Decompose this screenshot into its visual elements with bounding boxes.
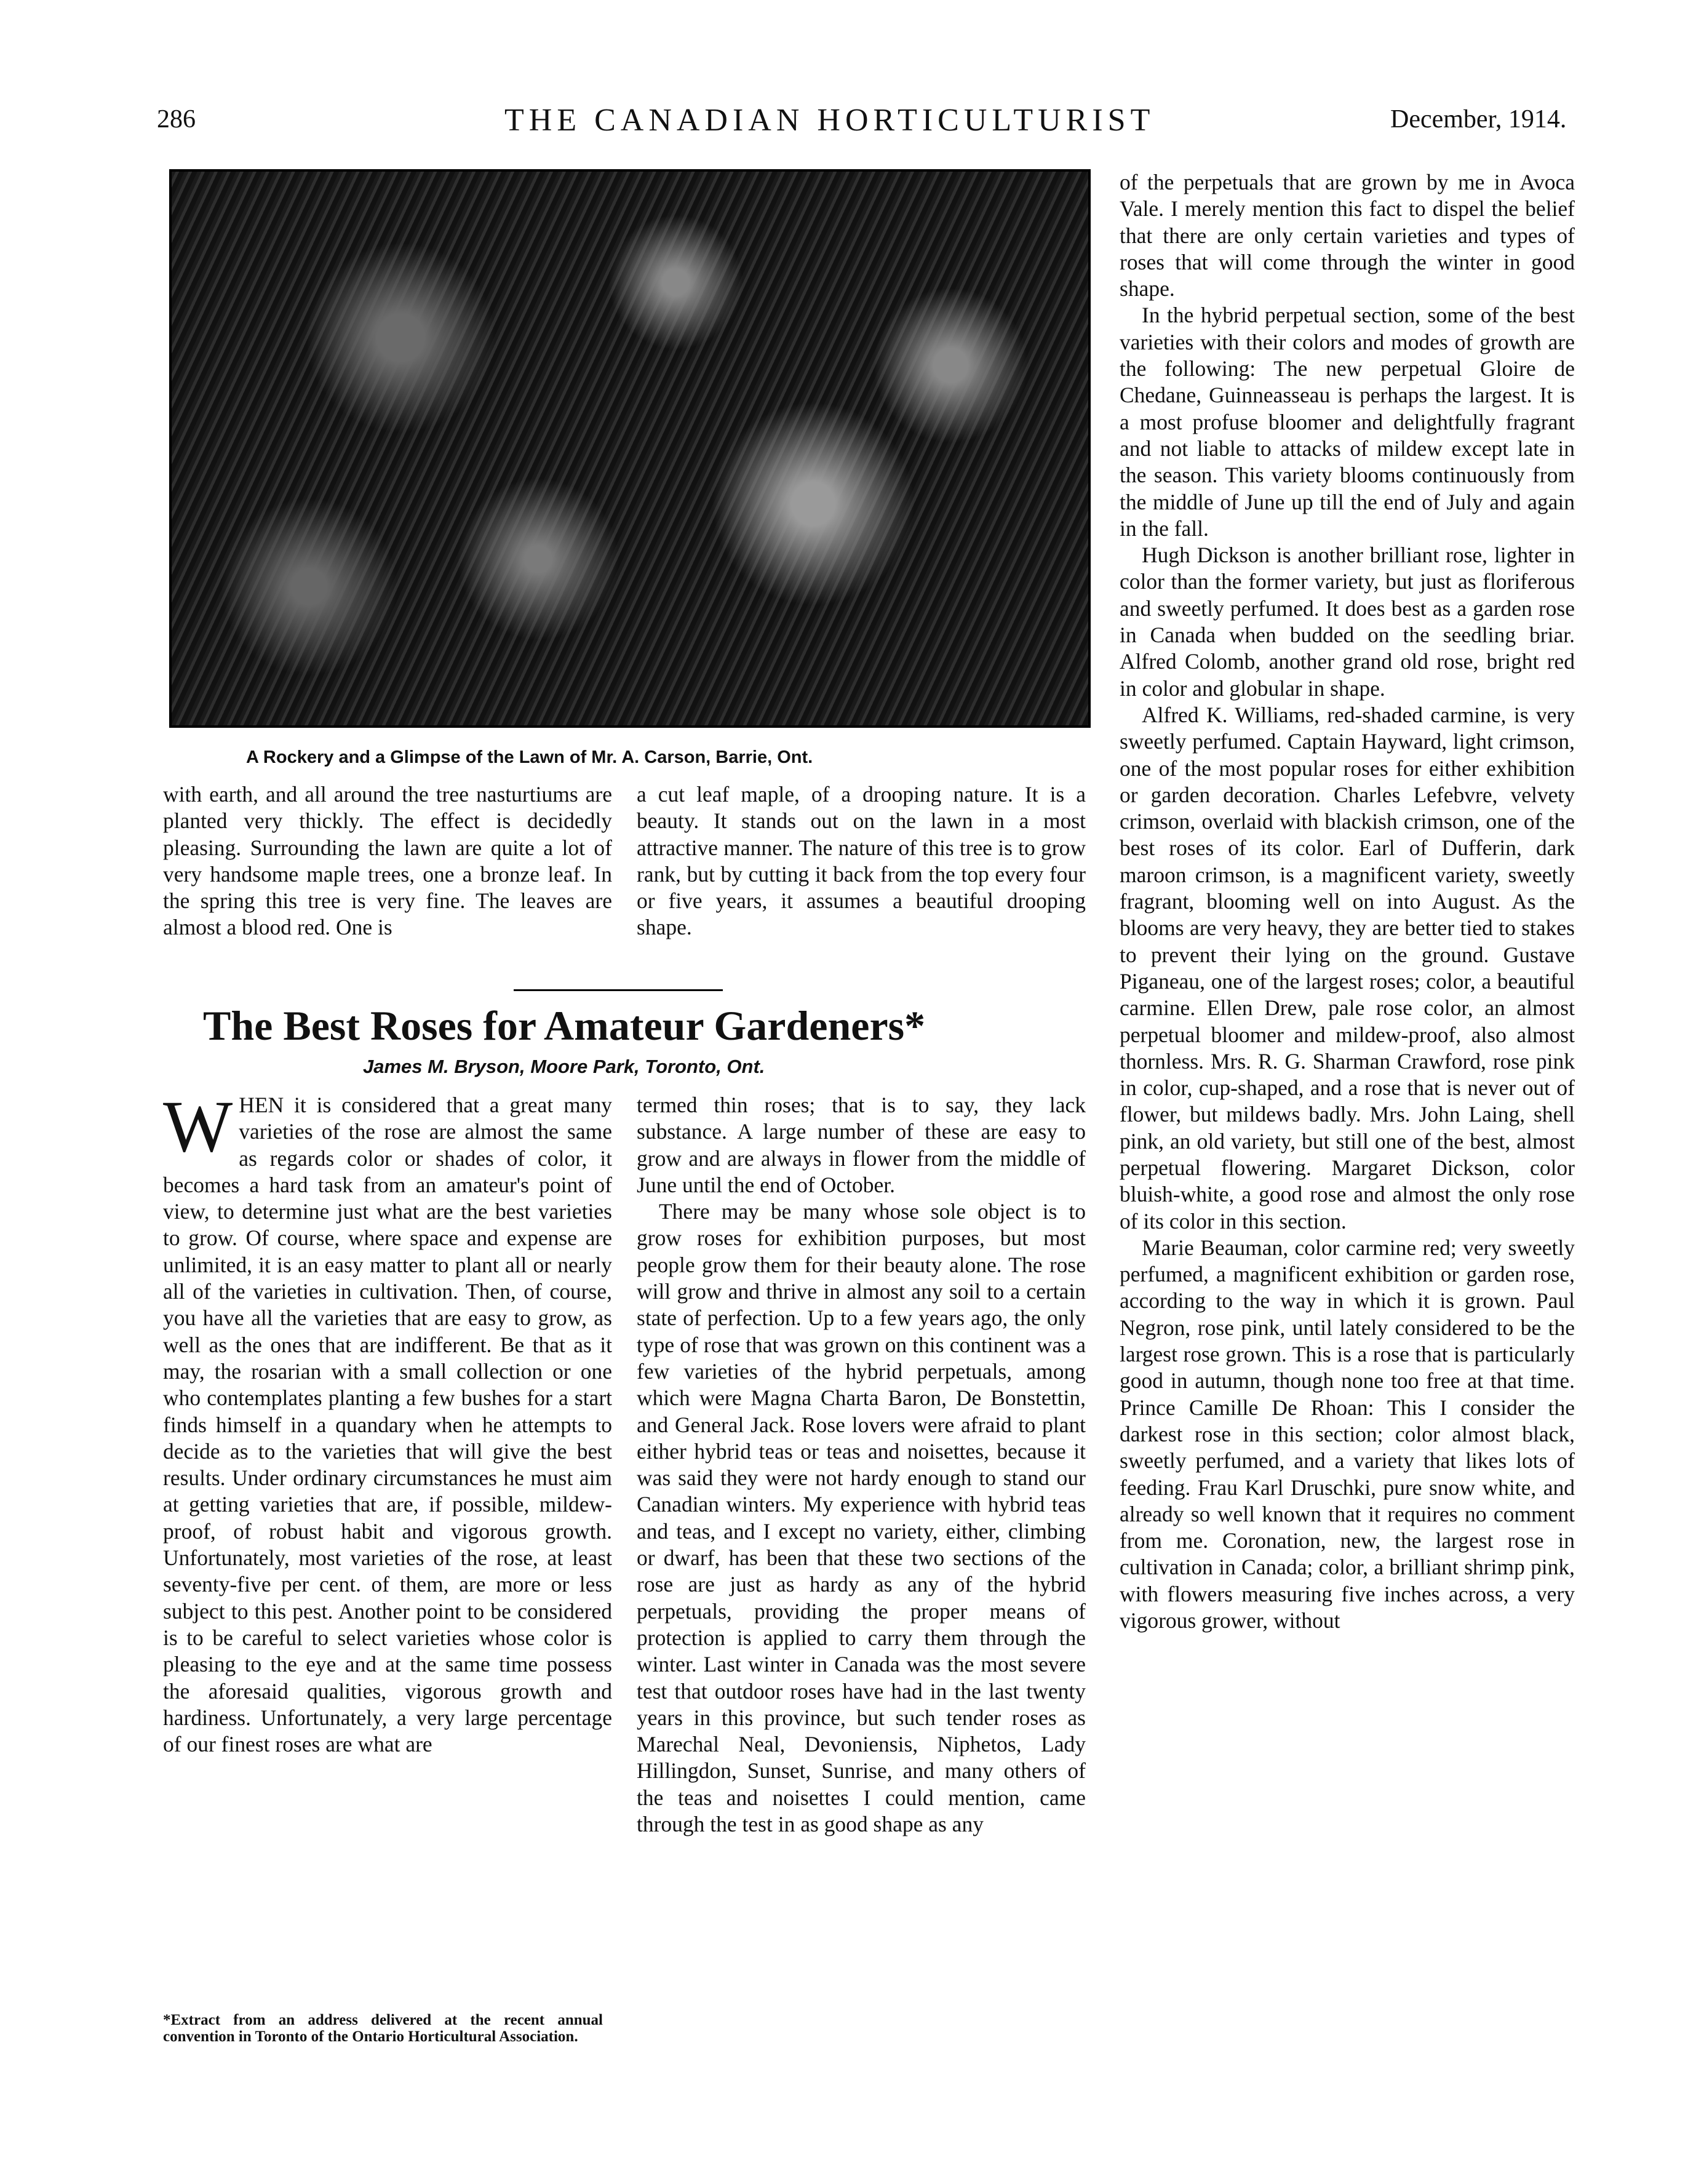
photo-caption: A Rockery and a Glimpse of the Lawn of Mr. A. Carson, Barrie, Ont. [246,747,813,767]
article-byline: James M. Bryson, Moore Park, Toronto, Ont. [363,1056,765,1077]
paragraph: In the hybrid perpetual section, some of the best varieties with their colors and modes of growth are the following: The new perpetual Gloire de Chedane, Guinneasseau is perhaps the largest. It is a most profuse bloomer and delightfully fragrant and not liable to attacks of mildew except late in the season. This variety blooms continuously from the middle of June up till the end of July and again in the fall. [1120,303,1575,541]
paragraph: There may be many whose sole object is to grow roses for exhibition purposes, but most people grow them for their beauty alone. The rose will grow and thrive in almost any soil to a certain state of perfection. Up to a few years ago, the only type of rose that was grown on this continent was a few varieties of the hybrid perpetuals, among which were Magna Charta Baron, De Bonstettin, and General Jack. Rose lovers were afraid to plant either hybrid teas or teas and noisettes, because it was said they were not hardy enough to stand our Canadian winters. My experience with hybrid teas and teas, and I except no variety, either, climbing or dwarf, has been that these two sections of the rose are just as hardy as any of the hybrid perpetuals, providing the proper means of protection is applied to carry them through the winter. Last winter in Canada was the most severe test that outdoor roses have had in the last twenty years in this province, but such tender roses as Marechal Neal, Devoniensis, Niphetos, Lady Hillingdon, Sunset, Sunrise, and many others of the teas and noisettes I could mention, came through the test in as good shape as any [637,1199,1086,1837]
paragraph: termed thin roses; that is to say, they lack substance. A large number of these are easy to grow and are always in flower from the middle of June until the end of October. [637,1093,1086,1197]
footnote: *Extract from an address delivered at the recent annual convention in Toronto of the Ontario Horticultural Association. [163,2012,603,2045]
page-number: 286 [157,105,196,134]
article-title: The Best Roses for Amateur Gardeners* [203,1002,926,1049]
page-header [0,105,1704,141]
paragraph: Hugh Dickson is another brilliant rose, lighter in color than the former variety, but just as floriferous and sweetly perfumed. It does best as a garden rose in Canada when budded on the seedling briar. Alfred Colomb, another grand old rose, bright red in color and globular in shape. [1120,543,1575,701]
article-col2 [637,1092,1086,1838]
section-divider [514,989,723,991]
article-col3 [1120,169,1575,1634]
paragraph: of the perpetuals that are grown by me in Avoca Vale. I merely mention this fact to dispel the belief that there are only certain varieties and types of roses that will come through the winter in good shape. [1120,170,1575,301]
rockery-photo [169,169,1091,728]
issue-date: December, 1914. [1390,105,1567,134]
prev-article-col2 [637,781,1086,941]
paragraph [163,1085,612,1758]
paragraph-text: HEN it is considered that a great many varieties of the rose are almost the same as regards color or shades of color, it becomes a hard task from an amateur's point of view, to determine just what are the best varieties to grow. Of course, where space and expense are unlimited, it is an easy matter to plant all or nearly all of the varieties in cultivation. Then, of course, you have all the varieties that are easy to grow, as well as the ones that are indifferent. Be that as it may, the rosarian with a small collection or one who contemplates planting a few bushes for a start finds himself in a quandary when he attempts to decide as to the varieties that will give the best results. Under ordinary circumstances he must aim at getting varieties that are, if possible, mildew-proof, of robust habit and vigorous growth. Unfortunately, most varieties of the rose, at least seventy-five per cent. of them, are more or less subject to this pest. Another point to be considered is to be careful to select varieties whose color is pleasing to the eye and at the same time possess the aforesaid qualities, vigorous growth and hardiness. Unfortunately, a very large percentage of our finest roses are what are [163,1093,612,1757]
article-col1 [163,1085,612,1758]
prev-article-text: a cut leaf maple, of a drooping nature. It is a beauty. It stands out on the lawn in a most attractive manner. The nature of this tree is to grow rank, but by cutting it back from the top every four or five years, it assumes a beautiful drooping shape. [637,782,1086,940]
prev-article-text: with earth, and all around the tree nasturtiums are planted very thickly. The effect is decidedly pleasing. Surrounding the lawn are quite a lot of very handsome maple trees, one a bronze leaf. In the spring this tree is very fine. The leaves are almost a blood red. One is [163,782,612,940]
drop-cap: W [163,1085,233,1167]
paragraph: Marie Beauman, color carmine red; very sweetly perfumed, a magnificent exhibition or garden rose, according to the way in which it is grown. Paul Negron, rose pink, until lately considered to be the largest rose grown. This is a rose that is particularly good in autumn, though none too free at that time. Prince Camille De Rhoan: This I consider the darkest rose in this section; color almost black, sweetly perfumed, and a variety that likes lots of feeding. Frau Karl Druschki, pure snow white, and already so well known that it requires no comment from me. Coronation, new, the largest rose in cultivation in Canada; color, a brilliant shrimp pink, with flowers measuring five inches across, a very vigorous grower, without [1120,1235,1575,1633]
prev-article-col1 [163,781,612,941]
paragraph: Alfred K. Williams, red-shaded carmine, is very sweetly perfumed. Captain Hayward, light crimson, one of the most popular roses for either exhibition or garden decoration. Charles Lefebvre, velvety crimson, overlaid with blackish crimson, one of the best roses of its color. Earl of Dufferin, dark maroon crimson, is a magnificent variety, sweetly fragrant, blooming well on into August. As the blooms are very heavy, they are better tied to stakes to prevent their lying on the ground. Gustave Piganeau, one of the largest roses; color, a beautiful carmine. Ellen Drew, pale rose color, an almost perpetual bloomer and mildew-proof, also almost thornless. Mrs. R. G. Sharman Crawford, rose pink in color, cup-shaped, and a rose that is never out of flower, but mildews badly. Mrs. John Laing, shell pink, an old variety, but still one of the best, almost perpetual flowering. Margaret Dickson, color bluish-white, a good rose and almost the only rose of its color in this section. [1120,702,1575,1233]
journal-title: THE CANADIAN HORTICULTURIST [504,103,1155,138]
